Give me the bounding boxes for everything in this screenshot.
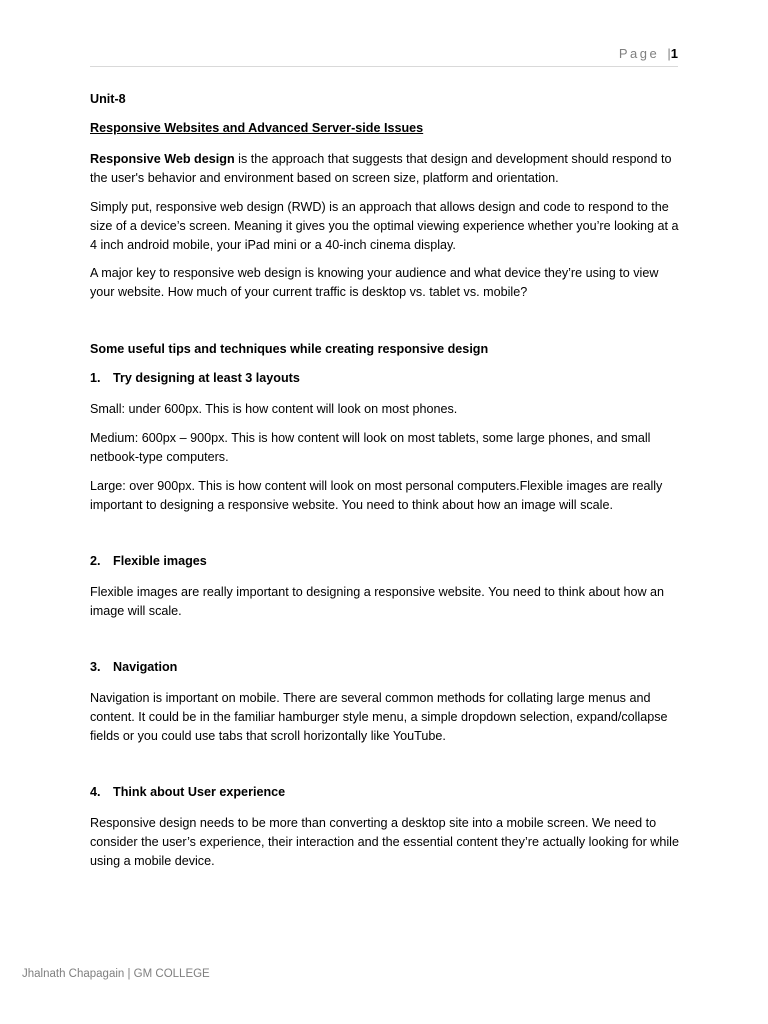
page-separator: | (667, 46, 671, 61)
intro-bold-term: Responsive Web design (90, 152, 235, 166)
intro-paragraph-2: Simply put, responsive web design (RWD) is an approach that allows design and code to respond to the size of a device’s screen. Meaning it gives you the optimal viewing experience whether you’re looking at a 4 inch android mobile, your iPad mini or a 40-inch cinema display. (90, 200, 679, 252)
header-rule (90, 66, 678, 67)
section-heading-1 (90, 371, 300, 385)
section-number: 2. (90, 554, 101, 568)
tips-heading: Some useful tips and techniques while creating responsive design (90, 342, 489, 356)
section-heading-4 (90, 785, 285, 799)
page-number: 1 (670, 46, 678, 61)
unit-label: Unit-8 (90, 92, 126, 106)
section-2-paragraph-1: Flexible images are really important to designing a responsive website. You need to think about how an image will scale. (90, 585, 665, 618)
section-number: 4. (90, 785, 101, 799)
intro-paragraph-3: A major key to responsive web design is knowing your audience and what device they’re using to view your website. How much of your current traffic is desktop vs. tablet vs. mobile? (90, 266, 659, 299)
page-word: Page (618, 46, 660, 61)
document-title: Responsive Websites and Advanced Server-side Issues (90, 121, 424, 135)
section-3-paragraph-1: Navigation is important on mobile. There are several common methods for collating large menus and content. It could be in the familiar hamburger style menu, a simple dropdown selection, expand/collapse fields or you could use tabs that scroll horizontally like YouTube. (90, 691, 668, 743)
section-title: Try designing at least 3 layouts (113, 371, 300, 385)
section-title: Think about User experience (113, 785, 286, 799)
section-title: Flexible images (113, 554, 207, 568)
section-heading-2 (90, 554, 207, 568)
page-footer: Jhalnath Chapagain | GM COLLEGE (22, 968, 210, 980)
intro-p1-text: is the approach that suggests that design and development should respond to the user's behavior and environment based on screen size, platform and orientation. (90, 152, 672, 185)
page-header (619, 46, 678, 61)
section-title: Navigation (113, 660, 178, 674)
section-number: 3. (90, 660, 101, 674)
section-4-paragraph-1: Responsive design needs to be more than converting a desktop site into a mobile screen. We need to consider the user’s experience, their interaction and the essential content they’re actually looking for while using a mobile device. (90, 816, 679, 868)
section-1-paragraph-1: Small: under 600px. This is how content will look on most phones. (90, 402, 458, 416)
section-heading-3 (90, 660, 177, 674)
section-1-paragraph-3: Large: over 900px. This is how content will look on most personal computers.Flexible images are really important to designing a responsive website. You need to think about how an image will scale. (90, 479, 663, 512)
intro-paragraph-1 (90, 150, 680, 188)
section-number: 1. (90, 371, 101, 385)
section-1-paragraph-2: Medium: 600px – 900px. This is how content will look on most tablets, some large phones, and small netbook-type computers. (90, 431, 651, 464)
